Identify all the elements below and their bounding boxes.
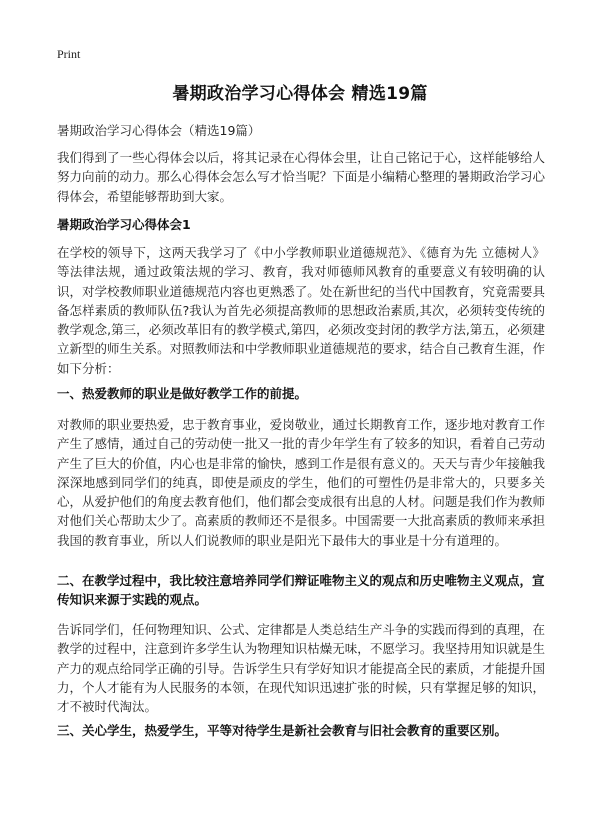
print-label: Print [57,47,81,61]
point-2-paragraph: 告诉同学们，任何物理知识、公式、定律都是人类总结生产斗争的实践而得到的真理，在教学的过程中，注意到许多学生认为物理知识枯燥无味，不愿学习。我坚持用知识就是生产力的观点给同学正确的引导。告诉学生只有学好知识才能提高全民的素质，才能提升国力，个人才能有为人民服务的本领，在现代知识迅速扩张的时候，只有掌握足够的知识，才不被时代淘汰。 [57,622,545,715]
document-title: 暑期政治学习心得体会 精选19篇 [172,84,428,104]
intro-paragraph: 我们得到了一些心得体会以后，将其记录在心得体会里，让自己铭记于心，这样能够给人努力向前的动力。那么心得体会怎么写才恰当呢？下面是小编精心整理的暑期政治学习心得体会，希望能够帮助到大家。 [57,150,545,204]
section-1-paragraph: 在学校的领导下，这两天我学习了《中小学教师职业道德规范》、《德育为先 立德树人》等法律法规，通过政策法规的学习、教育，我对师德师风教育的重要意义有较明确的认识，对学校教师职业道德规范内容也更熟悉了。处在新世纪的当代中国教育，究竟需要具备怎样素质的教师队伍?我认为首先必须提高教师的思想政治素质,其次，必须转变传统的教学观念,第三，必须改革旧有的教学模式,第四，必须改变封闭的教学方法,第五，必须建立新型的师生关系。对照教师法和中学教师职业道德规范的要求，结合自己教育生涯，作如下分析： [57,245,545,376]
point-3-heading: 三、关心学生，热爱学生，平等对待学生是新社会教育与旧社会教育的重要区别。 [57,723,508,738]
point-1-heading: 一、热爱教师的职业是做好教学工作的前提。 [57,386,308,401]
document-subtitle: 暑期政治学习心得体会（精选19篇） [57,123,261,138]
point-1-paragraph: 对教师的职业要热爱，忠于教育事业，爱岗敬业，通过长期教育工作，逐步地对教育工作产生了感情，通过自己的劳动使一批又一批的青少年学生有了较多的知识，看着自己劳动产生了巨大的价值，内心也是非常的愉快，感到工作是很有意义的。天天与青少年接触我深深地感到同学们的纯真，即使是顽皮的学生，他们的可塑性仍是非常大的，只要多关心，从爱护他们的角度去教育他们，他们都会变成很有出息的人材。问题是我们作为教师对他们关心帮助太少了。高素质的教师还不是很多。中国需要一大批高素质的教师来承担我国的教育事业，所以人们说教师的职业是阳光下最伟大的事业是十分有道理的。 [57,417,545,548]
point-2-heading: 二、在教学过程中，我比较注意培养同学们辩证唯物主义的观点和历史唯物主义观点，宣传知识来源于实践的观点。 [57,573,545,608]
section-1-heading: 暑期政治学习心得体会1 [57,217,191,232]
